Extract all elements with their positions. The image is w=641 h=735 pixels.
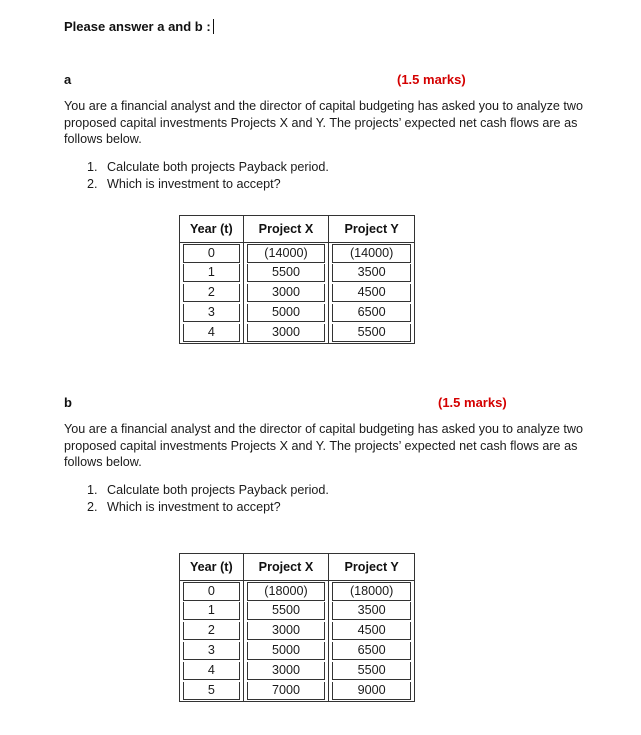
question-item [87, 499, 329, 516]
cell-year: 4 [183, 324, 240, 342]
table-row [180, 681, 415, 702]
cell-project-x: 3000 [247, 662, 326, 680]
cell-year: 1 [183, 264, 240, 282]
cell-year: 1 [183, 602, 240, 620]
cell-project-x: 5000 [247, 642, 326, 660]
cell-project-x: 5000 [247, 304, 326, 322]
table-row [180, 581, 415, 602]
text-cursor [213, 19, 214, 34]
cell-year: 2 [183, 284, 240, 302]
cell-project-y: 5500 [332, 324, 411, 342]
part-a-paragraph: You are a financial analyst and the director of capital budgeting has asked you to analyze two proposed capital investments Projects X and Y. The projects’ expected net cash flows are as follows below. [64, 99, 584, 146]
part-b-marks: (1.5 marks) [438, 395, 507, 410]
header-year: Year (t) [180, 216, 244, 243]
part-a-marks: (1.5 marks) [397, 72, 466, 87]
cell-project-y: 6500 [332, 642, 411, 660]
table-header-row [180, 216, 415, 243]
cell-project-y: 4500 [332, 622, 411, 640]
question-item [87, 176, 329, 193]
table-row [180, 601, 415, 621]
cell-project-x: 5500 [247, 602, 326, 620]
table-header-row [180, 554, 415, 581]
part-b-question-list [87, 482, 329, 515]
header-project-y: Project Y [329, 216, 415, 243]
cell-project-y: 5500 [332, 662, 411, 680]
cell-project-y: (18000) [332, 582, 411, 601]
part-b-cashflow-table [179, 553, 415, 702]
question-text: Calculate both projects Payback period. [107, 160, 329, 174]
table-row [180, 243, 415, 264]
question-number: 2. [87, 176, 98, 191]
instruction-text: Please answer a and b : [64, 19, 211, 34]
table-row [180, 661, 415, 681]
header-project-x: Project X [243, 554, 329, 581]
cell-year: 3 [183, 304, 240, 322]
part-b-label: b [64, 395, 72, 410]
question-text: Which is investment to accept? [107, 176, 281, 191]
question-item [87, 159, 329, 176]
instruction-heading [64, 19, 214, 34]
cell-year: 3 [183, 642, 240, 660]
cell-project-x: 3000 [247, 622, 326, 640]
table-row [180, 323, 415, 344]
header-project-y: Project Y [329, 554, 415, 581]
table-row [180, 303, 415, 323]
cell-year: 0 [183, 582, 240, 601]
cell-project-y: 3500 [332, 602, 411, 620]
cell-project-y: 9000 [332, 682, 411, 700]
question-number: 1. [87, 160, 98, 174]
table-row [180, 283, 415, 303]
cell-project-y: 4500 [332, 284, 411, 302]
table-row [180, 641, 415, 661]
cell-project-y: 6500 [332, 304, 411, 322]
question-text: Which is investment to accept? [107, 499, 281, 514]
question-text: Calculate both projects Payback period. [107, 483, 329, 497]
cell-project-x: 5500 [247, 264, 326, 282]
cell-project-x: 3000 [247, 284, 326, 302]
cell-project-y: 3500 [332, 264, 411, 282]
table-row [180, 621, 415, 641]
header-project-x: Project X [243, 216, 329, 243]
cell-project-y: (14000) [332, 244, 411, 263]
table-row [180, 263, 415, 283]
cell-year: 4 [183, 662, 240, 680]
cell-project-x: (18000) [247, 582, 326, 601]
part-a-label: a [64, 72, 72, 87]
question-number: 1. [87, 483, 98, 497]
cell-year: 5 [183, 682, 240, 700]
header-year: Year (t) [180, 554, 244, 581]
question-item [87, 482, 329, 499]
cell-project-x: (14000) [247, 244, 326, 263]
cell-project-x: 3000 [247, 324, 326, 342]
cell-year: 2 [183, 622, 240, 640]
part-a-cashflow-table [179, 215, 415, 344]
cell-project-x: 7000 [247, 682, 326, 700]
question-number: 2. [87, 499, 98, 514]
cell-year: 0 [183, 244, 240, 263]
part-a-question-list [87, 159, 329, 192]
part-b-paragraph: You are a financial analyst and the director of capital budgeting has asked you to analyze two proposed capital investments Projects X and Y. The projects’ expected net cash flows are as follows below. [64, 422, 584, 469]
